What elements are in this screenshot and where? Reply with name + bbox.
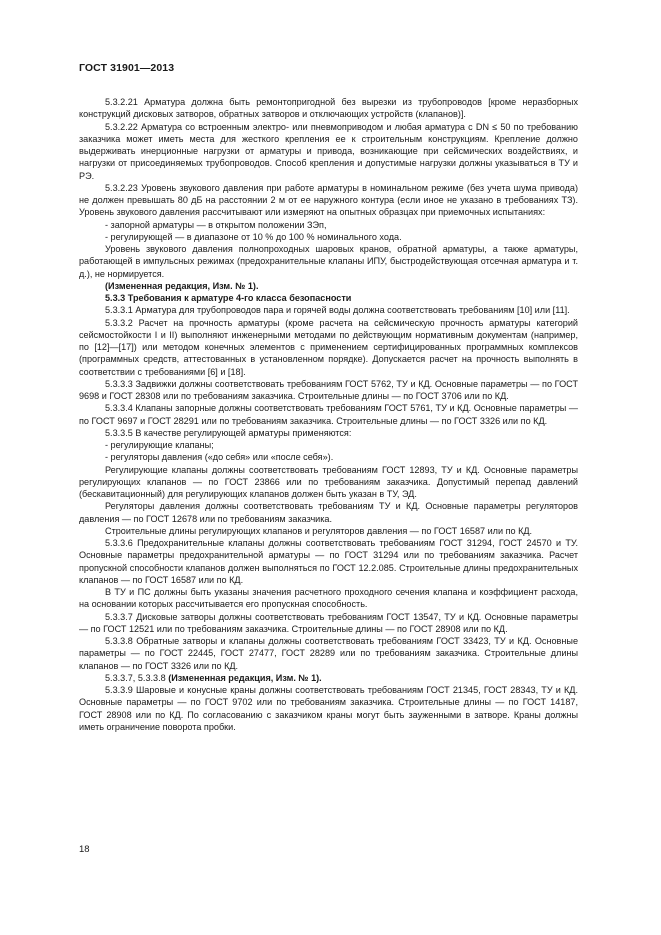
amendment-label: (Измененная редакция, Изм. № 1). xyxy=(168,672,322,683)
paragraph-5-3-3-2: 5.3.3.2 Расчет на прочность арматуры (кроме расчета на сейсмическую прочность арматуры категорий сейсмостойкости I и II) выполняют инженерными методами по действующим нормативным документам (например, по [12]—[17]) или методом конечных элементов с применением сертифицированных программных комплексов (программных средств, аттестованных в установленном порядке). Допускается расчет на прочность выполнять в соответствии с требованиями [6] и [18]. xyxy=(79,317,578,377)
list-item: - запорной арматуры — в открытом положении ЗЭп, xyxy=(105,219,327,230)
paragraph-5-3-3-7: 5.3.3.7 Дисковые затворы должны соответствовать требованиям ГОСТ 13547, ТУ и КД. Основные параметры — по ГОСТ 12521 или по требованиям заказчика. Строительные длины — по ГОСТ 28908 или по КД. xyxy=(79,611,578,634)
list-item: - регулирующие клапаны; xyxy=(105,440,214,450)
paragraph-5-3-3-6: 5.3.3.6 Предохранительные клапаны должны соответствовать требованиям ГОСТ 31294, ГОСТ 24570 и ТУ. Основные параметры предохранительной арматуры — по ГОСТ 31294 или по требованиям заказчика. Расчет пропускной способности клапанов должен выполняться по ГОСТ 12.2.085. Строительные длины предохранительных клапанов — по ГОСТ 16587 или по КД. xyxy=(79,538,578,585)
paragraph-5-3-2-21: 5.3.2.21 Арматура должна быть ремонтопригодной без вырезки из трубопроводов [кроме неразборных конструкций дисковых затворов, обратных затворов и отключающих устройств (клапанов)]. xyxy=(79,97,578,120)
paragraph-5-3-2-23: 5.3.2.23 Уровень звукового давления при работе арматуры в номинальном режиме (без учета шума привода) не должен превышать 80 дБ на расстоянии 2 м от ее наружного контура (если иное не указано в требованиях ТЗ). Уровень звукового давления рассчитывают или измеряют на опытных образцах при приемочных испытаниях: xyxy=(79,182,578,218)
page-number: 18 xyxy=(79,844,90,855)
paragraph-flow-coefficient: В ТУ и ПС должны быть указаны значения расчетного проходного сечения клапана и коэффициент расхода, на основании которых рассчитывается его пропускная способность. xyxy=(79,587,578,610)
list-item: - регулирующей — в диапазоне от 10 % до 100 % номинального хода. xyxy=(105,231,402,242)
paragraph-pressure-regulators: Регуляторы давления должны соответствовать требованиям ТУ и КД. Основные параметры регуляторов давления — по ГОСТ 12678 или по требованиям заказчика. xyxy=(79,501,578,524)
paragraph-5-3-3-8: 5.3.3.8 Обратные затворы и клапаны должны соответствовать требованиям ГОСТ 33423, ТУ и КД. Основные параметры — по ГОСТ 22445, ГОСТ 27477, ГОСТ 28289 или по требованиям заказчика. Строительные длины клапанов — по ГОСТ 3326 или по КД. xyxy=(79,636,578,671)
paragraph-noise-exception: Уровень звукового давления полнопроходных шаровых кранов, обратной арматуры, а также арматуры, работающей в импульсных режимах (предохранительные клапаны ИПУ, быстродействующая отсечная арматура и т. д.), не нормируется. xyxy=(79,244,578,279)
paragraph-5-3-3-9: 5.3.3.9 Шаровые и конусные краны должны соответствовать требованиям ГОСТ 21345, ГОСТ 28343, ТУ и КД. Основные параметры — по ГОСТ 9702 или по требованиям заказчика. Строительные длины — по ГОСТ 14187, ГОСТ 28908 или по КД. По согласованию с заказчиком краны могут быть зауженными в затворе. Краны должны иметь ограничение поворота пробки. xyxy=(79,685,578,732)
clause-refs: 5.3.3.7, 5.3.3.8 (Измененная редакция, Изм. № 1). xyxy=(105,672,322,683)
section-heading-5-3-3: 5.3.3 Требования к арматуре 4-го класса безопасности xyxy=(105,293,352,303)
page-body xyxy=(79,96,578,733)
amendment-note xyxy=(79,672,578,684)
paragraph-5-3-3-3: 5.3.3.3 Задвижки должны соответствовать требованиям ГОСТ 5762, ТУ и КД. Основные параметры — по ГОСТ 9698 и ГОСТ 28308 или по требованиям заказчика. Строительные длины — по ГОСТ 3706 или по КД. xyxy=(79,378,578,401)
paragraph-construction-lengths: Строительные длины регулирующих клапанов и регуляторов давления — по ГОСТ 16587 или по КД. xyxy=(105,525,533,536)
document-header: ГОСТ 31901—2013 xyxy=(79,62,175,74)
paragraph-5-3-3-1: 5.3.3.1 Арматура для трубопроводов пара и горячей воды должна соответствовать требованиям [10] или [11]. xyxy=(105,305,570,316)
paragraph-5-3-2-22: 5.3.2.22 Арматура со встроенным электро- или пневмоприводом и любая арматура с DN ≤ 50 по требованию заказчика может иметь места для жесткого крепления ее к строительным конструкциям. Крепление должно выдерживать инерционные нагрузки от арматуры и привода, возникающие при сейсмических воздействиях, и нагрузки от присоединяемых трубопроводов. Способ крепления и допустимые нагрузки должны указываться в ТУ и РЭ. xyxy=(79,121,578,181)
paragraph-control-valves: Регулирующие клапаны должны соответствовать требованиям ГОСТ 12893, ТУ и КД. Основные параметры регулирующих клапанов — по ГОСТ 23866 или по требованиям заказчика. Допустимый перепад давлений (бескавитационный) для регулирующих клапанов должен быть указан в ТУ, ЭД. xyxy=(79,464,578,499)
paragraph-5-3-3-4: 5.3.3.4 Клапаны запорные должны соответствовать требованиям ГОСТ 5761, ТУ и КД. Основные параметры — по ГОСТ 9697 и ГОСТ 28291 или по требованиям заказчика. Строительные длины — по ГОСТ 3326 или по КД. xyxy=(79,403,578,426)
paragraph-5-3-3-5: 5.3.3.5 В качестве регулирующей арматуры применяются: xyxy=(105,427,352,438)
list-item: - регуляторы давления («до себя» или «после себя»). xyxy=(105,452,334,463)
amendment-note: (Измененная редакция, Изм. № 1). xyxy=(105,280,259,291)
